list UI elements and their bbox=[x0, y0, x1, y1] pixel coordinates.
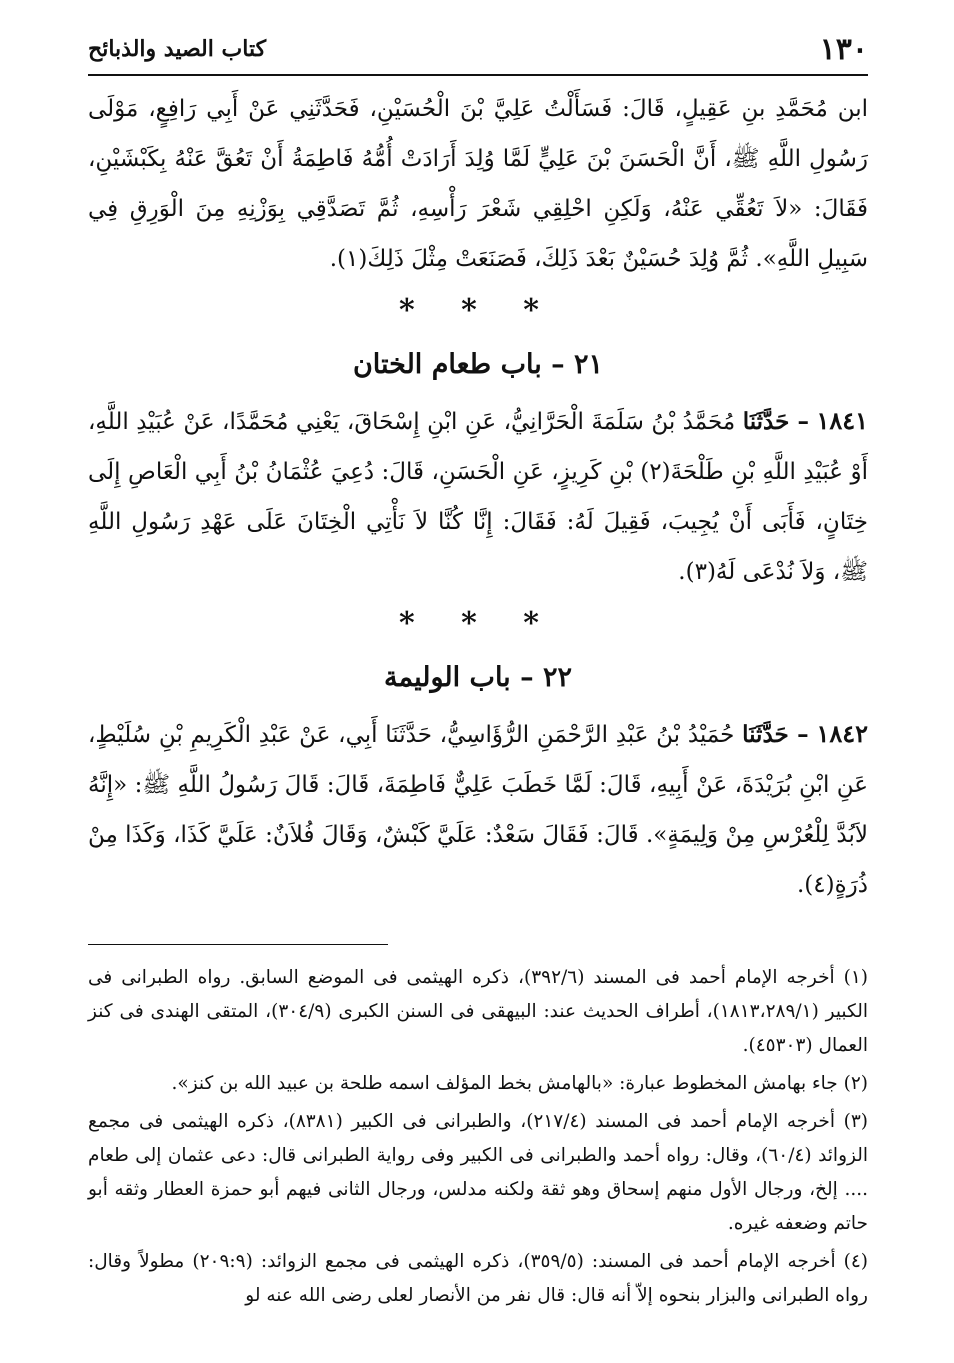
page-number: ١٣٠ bbox=[819, 32, 868, 67]
hadith-text: حُمَيْدُ بْنُ عَبْدِ الرَّحْمَنِ الرُّؤَاسِيُّ، حَدَّثَنَا أَبِي، عَنْ عَبْدِ الْكَرِيمِ بْنِ سُلَيْطٍ، عَنِ ابْنِ بُرَيْدَةَ، عَنْ أَبِيهِ، قَالَ: لَمَّا خَطَبَ عَلِيٌّ فَاطِمَةَ، قَالَ: قَالَ رَسُولُ اللَّهِ ﷺ: «إِنَّهُ لاَبُدَّ لِلْعُرْسِ مِنْ وَلِيمَةٍ». قَالَ: فَقَالَ سَعْدٌ: عَلَيَّ كَبْشٌ، وَقَالَ فُلاَنٌ: عَلَيَّ كَذَا، وَكَذَا مِنْ ذُرَةٍ(٤). bbox=[88, 722, 868, 898]
hadith-number: ١٨٤٢ bbox=[816, 719, 868, 748]
footnote-1: (١) أخرجه الإمام أحمد فى المسند (٣٩٢/٦)، ذكره الهيثمى فى الموضع السابق. رواه الطبرانى فى الكبير (١٨١٣،٢٨٩/١)، أطراف الحديث عند: البيهقى فى السنن الكبرى (٣٠٤/٩)، المتقى الهندى فى كنز العمال (٤٥٣٠٣). bbox=[88, 967, 869, 1056]
hadith-text: مُحَمَّدُ بْنُ سَلَمَةَ الْحَرَّانِيُّ، عَنِ ابْنِ إِسْحَاقَ، يَعْنِي مُحَمَّدًا، عَنْ عُبَيْدِ اللَّهِ، أَوْ عُبَيْدِ اللَّهِ بْنِ طَلْحَةَ(٢) بْنِ كَرِيزٍ، عَنِ الْحَسَنِ، قَالَ: دُعِيَ عُثْمَانُ بْنُ أَبِي الْعَاصِ إِلَى خِتَانٍ، فَأَبَى أَنْ يُجِيبَ، فَقِيلَ لَهُ: فَقَالَ: إِنَّا كُنَّا لاَ نَأْتِي الْخِتَانَ عَلَى عَهْدِ رَسُولِ اللَّهِ ﷺ، وَلاَ نُدْعَى لَهُ(٣). bbox=[88, 409, 868, 585]
section-separator: * * * bbox=[399, 606, 557, 641]
hadith-1841 bbox=[88, 396, 868, 597]
running-header bbox=[88, 30, 868, 76]
footnote-2: (٢) جاء بهامش المخطوط عبارة: «بالهامش بخط المؤلف اسمه طلحة بن عبيد الله بن كنز». bbox=[171, 1073, 868, 1094]
book-page bbox=[88, 30, 868, 1317]
hadith-1842 bbox=[88, 709, 868, 910]
section-separator: * * * bbox=[399, 293, 557, 328]
footnote-divider bbox=[88, 944, 388, 945]
hadith-lead: – حَدَّثَنَا bbox=[742, 721, 809, 748]
section-title-22: ٢٢ – باب الوليمة bbox=[383, 662, 572, 693]
intro-paragraph: ابن مُحَمَّدِ بنِ عَقِيلٍ، قَالَ: فَسَأَلْتُ عَلِيَّ بْنَ الْحُسَيْنِ، فَحَدَّثَنِي عَنْ أَبِي رَافِعٍ، مَوْلَى رَسُولِ اللَّهِ ﷺ، أَنَّ الْحَسَنَ بْنَ عَلِيٍّ لَمَّا وُلِدَ أَرَادَتْ أُمُّهُ فَاطِمَةُ أَنْ تَعُقَّ عَنْهُ بِكَبْشَيْنِ، فَقَالَ: «لاَ تَعُقِّي عَنْهُ، وَلَكِنِ احْلِقِي شَعْرَ رَأْسِهِ، ثُمَّ تَصَدَّقِي بِوَزْنِهِ مِنَ الْوَرِقِ فِي سَبِيلِ اللَّهِ». ثُمَّ وُلِدَ حُسَيْنٌ بَعْدَ ذَلِكَ، فَصَنَعَتْ مِثْلَ ذَلِكَ(١). bbox=[88, 96, 868, 272]
hadith-number: ١٨٤١ bbox=[816, 406, 869, 435]
section-title-21: ٢١ – باب طعام الختان bbox=[352, 349, 604, 380]
footnote-3: (٣) أخرجه الإمام أحمد فى المسند (٢١٧/٤)، والطبرانى فى الكبير (٨٣٨١)، ذكره الهيثمى فى مجمع الزوائد (٦٠/٤)، وقال: رواه أحمد والطبرانى فى الكبير وفى رواية الطبرانى قال: دعى عثمان إلى طعام .... إلخ، ورجال الأول منهم إسحاق وهو ثقة ولكنه مدلس، ورجال الثانى فيهم أبو حمزة العطار وثقه أبو حاتم وضعفه غيره. bbox=[88, 1111, 868, 1234]
hadith-lead: – حَدَّثَنَا bbox=[742, 408, 809, 435]
book-title: كتاب الصيد والذبائح bbox=[88, 36, 267, 62]
footnote-4: (٤) أخرجه الإمام أحمد فى المسند: (٣٥٩/٥)، ذكره الهيثمى فى مجمع الزوائد: (٢٠٩:٩) مطولاً وقال: رواه الطبرانى والبزار بنحوه إلاّ أنه قال: قال نفر من الأنصار لعلى رضى الله عنه لو bbox=[88, 1251, 869, 1306]
footnotes bbox=[88, 961, 868, 1313]
